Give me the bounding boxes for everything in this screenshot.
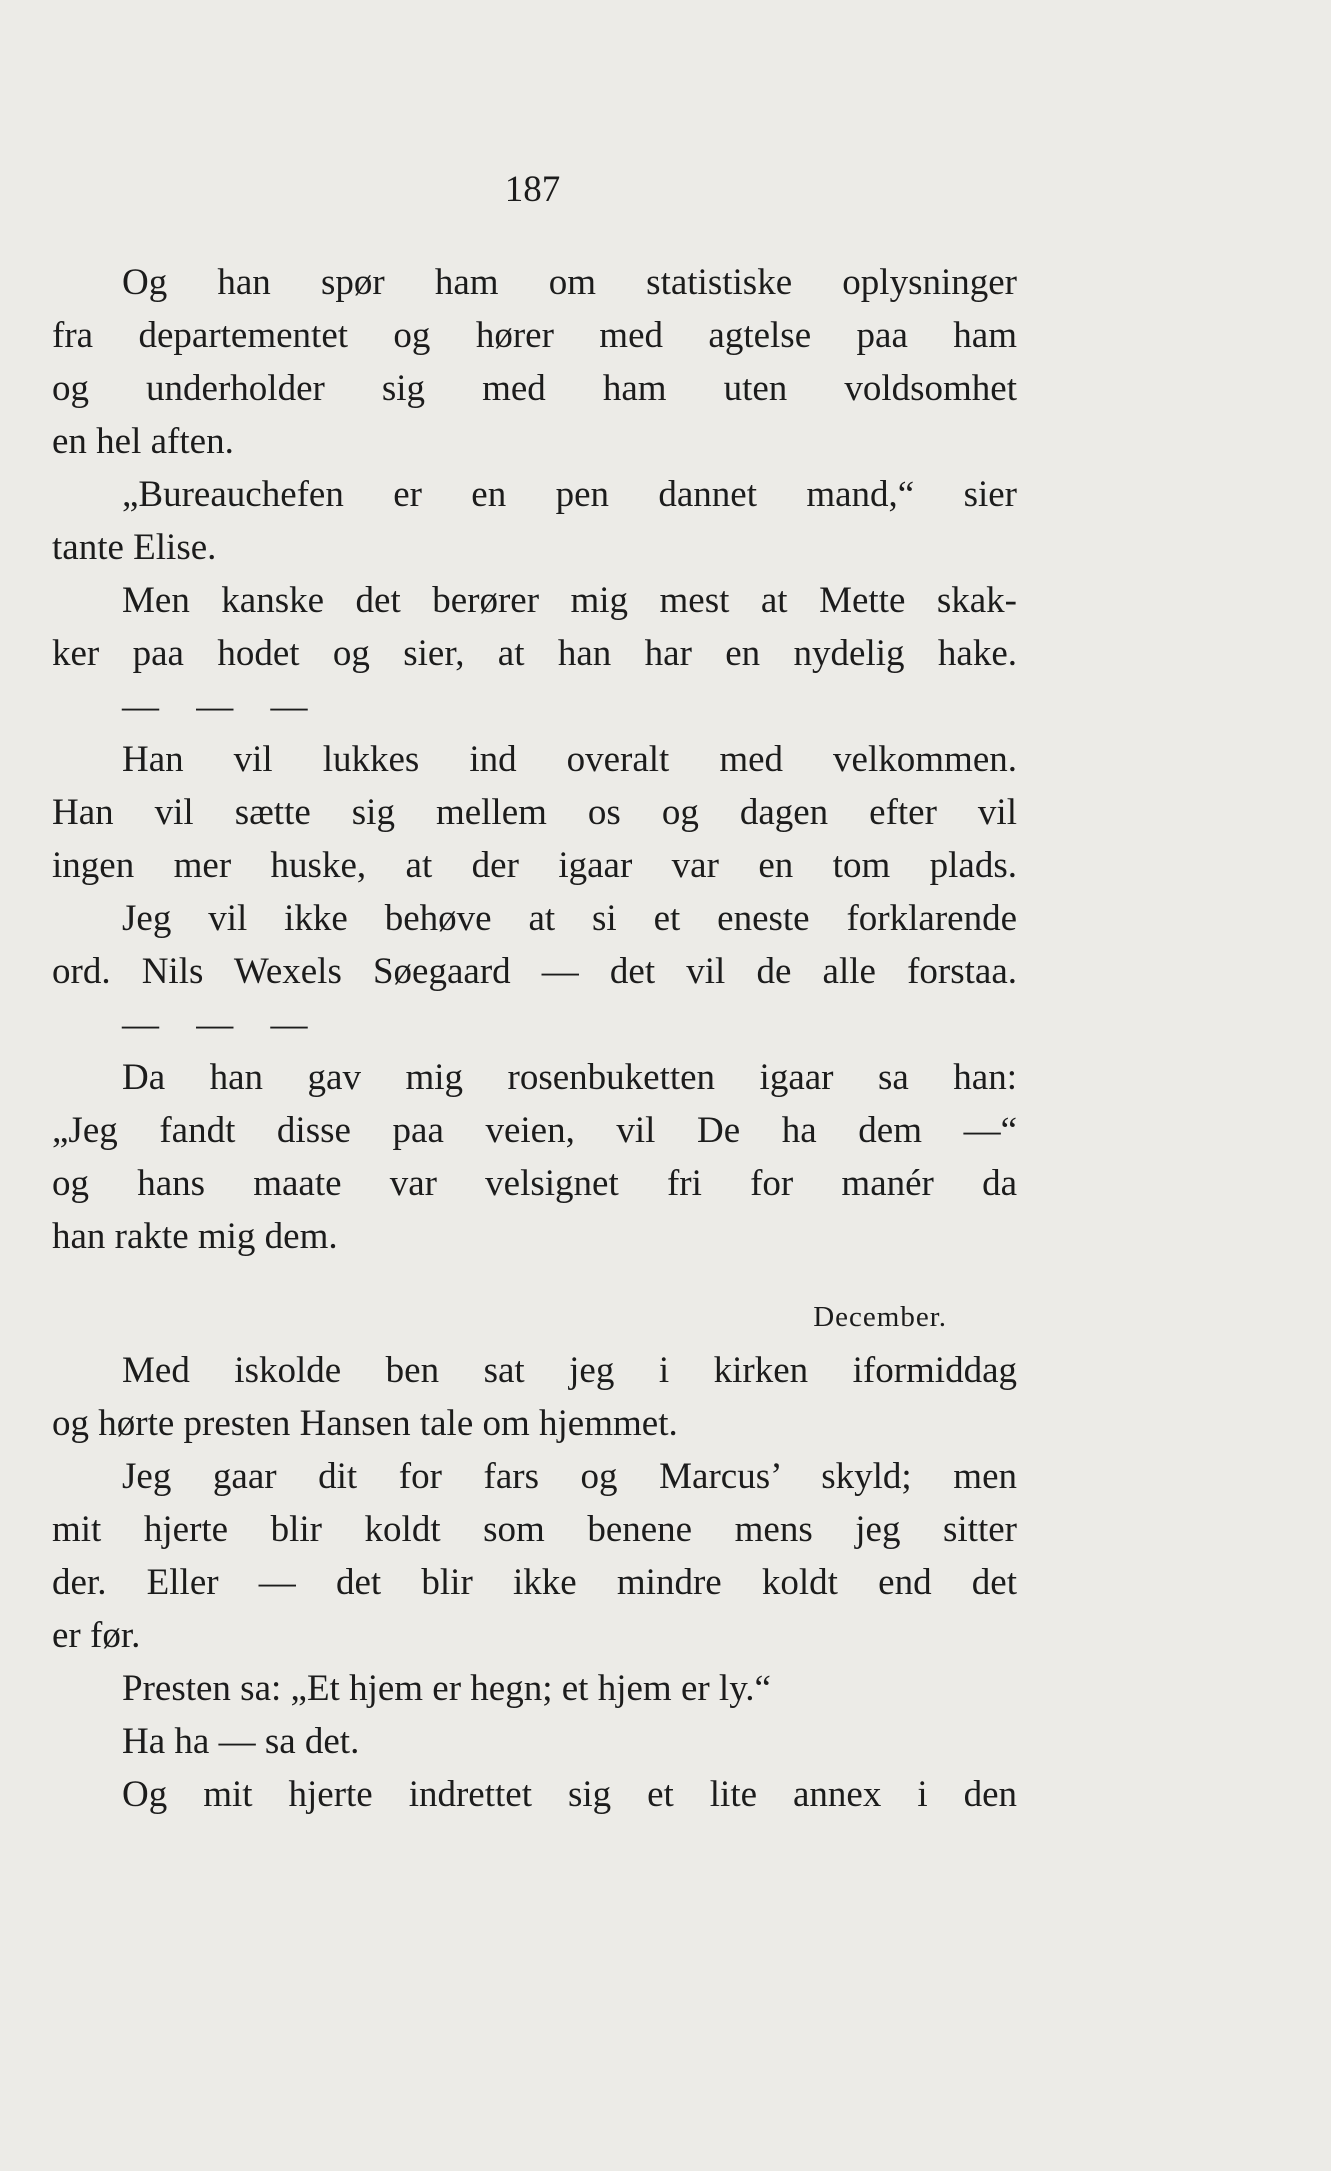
text-line: og hørte presten Hansen tale om hjemmet. bbox=[52, 1403, 678, 1444]
text-line: en hel aften. bbox=[52, 421, 234, 462]
text-line: Og mit hjerte indrettet sig et lite annex i den bbox=[122, 1774, 1017, 1815]
text-line: Og han spør ham om statistiske oplysninger bbox=[122, 262, 1017, 303]
text-line: Da han gav mig rosenbuketten igaar sa han: bbox=[122, 1057, 1017, 1098]
text-line: Han vil lukkes ind overalt med velkommen. bbox=[122, 739, 1017, 780]
date-heading: December. bbox=[813, 1301, 947, 1333]
text-line: Jeg vil ikke behøve at si et eneste forklarende bbox=[122, 898, 1017, 939]
text-line: og underholder sig med ham uten voldsomhet bbox=[52, 368, 1017, 409]
text-line: han rakte mig dem. bbox=[52, 1216, 338, 1257]
spacer bbox=[52, 1263, 1017, 1291]
section-separator: — — — bbox=[122, 1004, 322, 1045]
text-line: „Jeg fandt disse paa veien, vil De ha dem —“ bbox=[52, 1110, 1017, 1151]
text-line: tante Elise. bbox=[52, 527, 217, 568]
section-separator: — — — bbox=[122, 686, 322, 727]
text-line: „Bureauchefen er en pen dannet mand,“ sier bbox=[122, 474, 1017, 515]
text-line: Ha ha — sa det. bbox=[122, 1721, 360, 1762]
text-line: Han vil sætte sig mellem os og dagen efter vil bbox=[52, 792, 1017, 833]
text-line: ord. Nils Wexels Søegaard — det vil de alle forstaa. bbox=[52, 951, 1017, 992]
text-line: fra departementet og hører med agtelse paa ham bbox=[52, 315, 1017, 356]
text-line: ker paa hodet og sier, at han har en nydelig hake. bbox=[52, 633, 1017, 674]
text-line: Presten sa: „Et hjem er hegn; et hjem er ly.“ bbox=[122, 1668, 771, 1709]
body-text bbox=[52, 256, 1017, 1821]
text-line: ingen mer huske, at der igaar var en tom plads. bbox=[52, 845, 1017, 886]
text-line: er før. bbox=[52, 1615, 141, 1656]
text-line: der. Eller — det blir ikke mindre koldt end det bbox=[52, 1562, 1017, 1603]
text-line: Jeg gaar dit for fars og Marcus’ skyld; men bbox=[122, 1456, 1017, 1497]
text-line: mit hjerte blir koldt som benene mens jeg sitter bbox=[52, 1509, 1017, 1550]
page-number: 187 bbox=[504, 169, 561, 210]
text-line: og hans maate var velsignet fri for manér da bbox=[52, 1163, 1017, 1204]
text-line: Men kanske det berører mig mest at Mette skak- bbox=[122, 580, 1017, 621]
text-line: Med iskolde ben sat jeg i kirken iformiddag bbox=[122, 1350, 1017, 1391]
